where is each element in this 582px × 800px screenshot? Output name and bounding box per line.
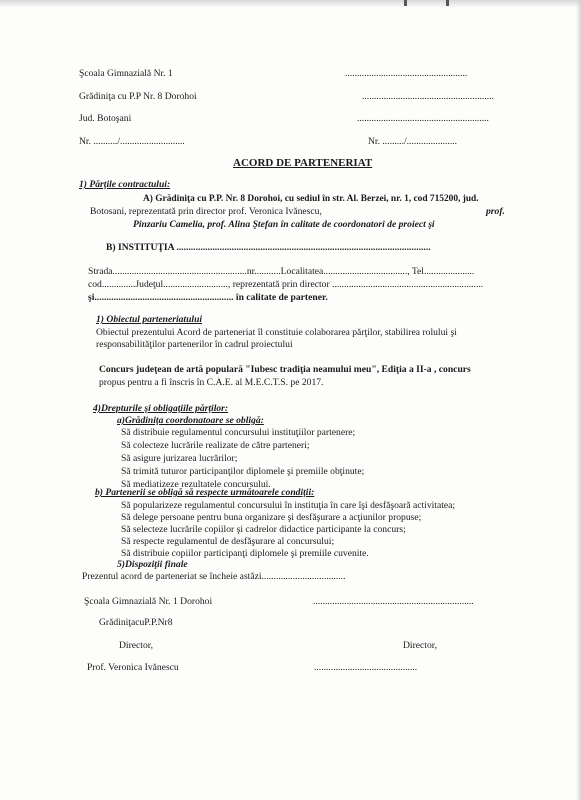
header-school: Şcoala Gimnazială Nr. 1 xyxy=(79,68,173,79)
rights-heading: 4)Drepturile şi obligaţiile părţilor: xyxy=(93,403,229,414)
party-b-si: şi.......................................................... în calitate de partener. xyxy=(88,292,328,303)
scan-mark xyxy=(446,0,449,6)
final-heading: 5)Dispoziţii finale xyxy=(117,559,188,570)
party-a-line2-right: prof. xyxy=(486,206,505,217)
header-county-dots: ....................................................... xyxy=(357,113,489,124)
rights-b-item: Să distribuie copiilor participanţi diplomele şi premiile cuvenite. xyxy=(121,548,369,559)
header-nr-left: Nr. ........../........................... xyxy=(79,136,185,147)
signature-school-dots: ................................................................... xyxy=(313,596,474,607)
rights-a-item: Să mediatizeze rezultatele concursului. xyxy=(121,479,271,490)
signature-director-left: Director, xyxy=(119,640,153,651)
signature-school: Şcoala Gimnazială Nr. 1 Dorohoi xyxy=(84,596,213,607)
rights-a-item: Să asigure jurizarea lucrărilor; xyxy=(121,453,238,464)
rights-b-item: Să selecteze lucrările copiilor şi cadrelor didactice participante la concurs; xyxy=(121,524,406,535)
header-kindergarten-dots: ....................................................... xyxy=(362,91,494,102)
parties-heading: 1) Părţile contractului: xyxy=(79,179,171,190)
scan-mark xyxy=(404,0,407,6)
objective-line2: responsabilităţilor partenerilor în cadrul proiectului xyxy=(96,339,293,350)
rights-b-item: Să respecte regulamentul de desfăşurare al concursului; xyxy=(121,536,335,547)
header-county: Jud. Botoşani xyxy=(79,113,132,124)
scan-edge-top xyxy=(0,0,582,8)
header-kindergarten: Grădiniţa cu P.P Nr. 8 Dorohoi xyxy=(79,91,197,102)
party-a-line1: A) Grădiniţa cu P.P. Nr. 8 Dorohoi, cu sediul în str. Al. Berzei, nr. 1, cod 715200, jud. xyxy=(143,194,479,204)
party-b-line: B) INSTITUŢIA .......................................................................................................... xyxy=(106,242,431,253)
rights-a-heading: a)Grădiniţa coordonatoare se obligă: xyxy=(117,415,264,426)
party-b-cod: cod..............Judeţul..........................., reprezentată prin director ............................................................... xyxy=(88,279,484,290)
contest-line1: Concurs judeţean de artă populară "Iubesc tradiţia neamului meu", Ediţia a II-a , concurs xyxy=(99,364,471,375)
rights-a-item: Să colecteze lucrările realizate de către parteneri; xyxy=(121,440,310,451)
signature-director-right: Director, xyxy=(403,640,437,651)
signature-name: Prof. Veronica Ivănescu xyxy=(87,662,179,673)
document-title: ACORD DE PARTENERIAT xyxy=(233,157,373,169)
rights-a-item: Să distribuie regulamentul concursului instituţiilor partenere; xyxy=(121,427,356,438)
contest-line2: propus pentru a fi înscris în C.A.E. al M.E.C.T.S. pe 2017. xyxy=(99,377,324,388)
final-line: Prezentul acord de parteneriat se încheie astăzi................................... xyxy=(82,571,346,582)
rights-a-item: Să trimită tuturor participanţilor diplomele şi premiile obţinute; xyxy=(121,466,365,477)
party-b-strada: Strada........................................................nr...........Localitatea..................................., Tel..................... xyxy=(88,266,475,277)
party-a-line3: Pinzariu Camelia, prof. Alina Ştefan în calitate de coordonatori de proiect şi xyxy=(133,219,435,230)
signature-kindergarten: GrădiniţacuP.P.Nr8 xyxy=(99,617,173,628)
signature-name-dots: ........................................... xyxy=(314,662,418,673)
scan-edge-right xyxy=(576,0,582,800)
rights-b-heading: b) Partenerii se obligă să respecte următoarele condiţii: xyxy=(95,487,315,498)
party-a-line2: Botosani, reprezentată prin director prof. Veronica Ivănescu, xyxy=(90,206,322,217)
header-nr-right: Nr. ........./..................... xyxy=(368,136,458,147)
objective-heading: 1) Obiectul parteneriatului xyxy=(96,314,203,325)
header-school-dots: ................................................... xyxy=(345,68,468,79)
objective-line1: Obiectul prezentului Acord de parteneriat îl constituie colaborarea părţilor, stabilirea rolului şi xyxy=(96,327,457,338)
rights-b-item: Să popularizeze regulamentul concursului în instituţia în care îşi desfăşoară activitatea; xyxy=(121,500,456,511)
rights-b-item: Să delege persoane pentru buna organizare şi desfăşurare a acţiunilor propuse; xyxy=(121,512,422,523)
